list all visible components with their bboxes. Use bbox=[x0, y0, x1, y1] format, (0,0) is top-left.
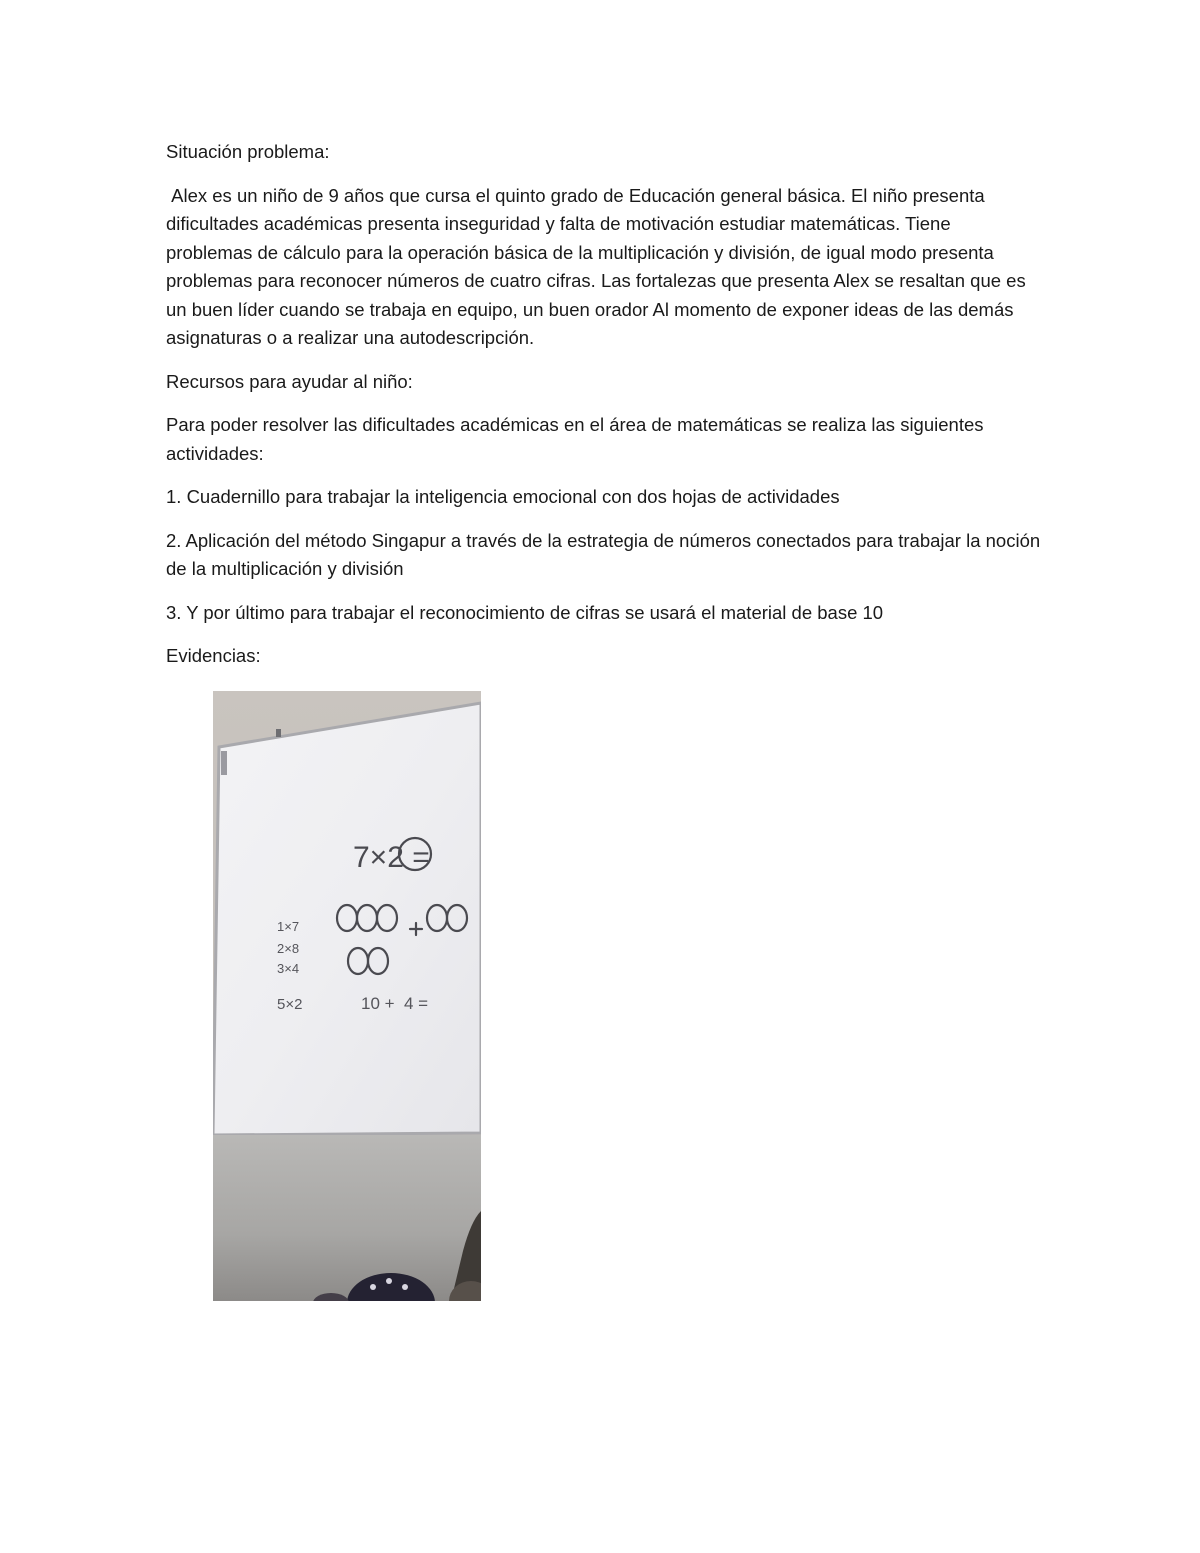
heading-evidence: Evidencias: bbox=[166, 645, 261, 666]
activity-item-1: 1. Cuadernillo para trabajar la inteligencia emocional con dos hojas de actividades bbox=[166, 486, 840, 507]
board-equation: 7×2 = bbox=[353, 841, 430, 874]
board-row-label-4: 5×2 bbox=[277, 996, 303, 1013]
board-row-label-1: 1×7 bbox=[277, 919, 300, 934]
activity-item-2: 2. Aplicación del método Singapur a través de la estrategia de números conectados para trabajar la noción de la multiplicación y división bbox=[166, 529, 1041, 579]
paragraph-resources: Para poder resolver las dificultades académicas en el área de matemáticas se realiza las siguientes actividades: bbox=[166, 414, 984, 464]
document-body bbox=[166, 138, 1041, 686]
paragraph-situation: Alex es un niño de 9 años que cursa el quinto grado de Educación general básica. El niño presenta dificultades académicas presenta inseguridad y falta de motivación estudiar matemáticas. Tiene problemas de cálculo para la operación básica de la multiplicación y división, de igual modo presenta problemas para reconocer números de cuatro cifras. Las fortalezas que presenta Alex se resaltan que es un buen líder cuando se trabaja en equipo, un buen orador Al momento de exponer ideas de las demás asignaturas o a realizar una autodescripción. bbox=[166, 184, 1031, 348]
heading-situation: Situación problema: bbox=[166, 141, 330, 162]
board-addition: 10 + 4 = bbox=[361, 994, 429, 1013]
heading-resources: Recursos para ayudar al niño: bbox=[166, 370, 413, 392]
activity-item-3: 3. Y por último para trabajar el reconocimiento de cifras se usará el material de base 10 bbox=[166, 601, 884, 623]
board-row-label-3: 3×4 bbox=[277, 961, 300, 976]
board-row-label-2: 2×8 bbox=[277, 941, 300, 956]
evidence-photo bbox=[213, 691, 481, 1301]
